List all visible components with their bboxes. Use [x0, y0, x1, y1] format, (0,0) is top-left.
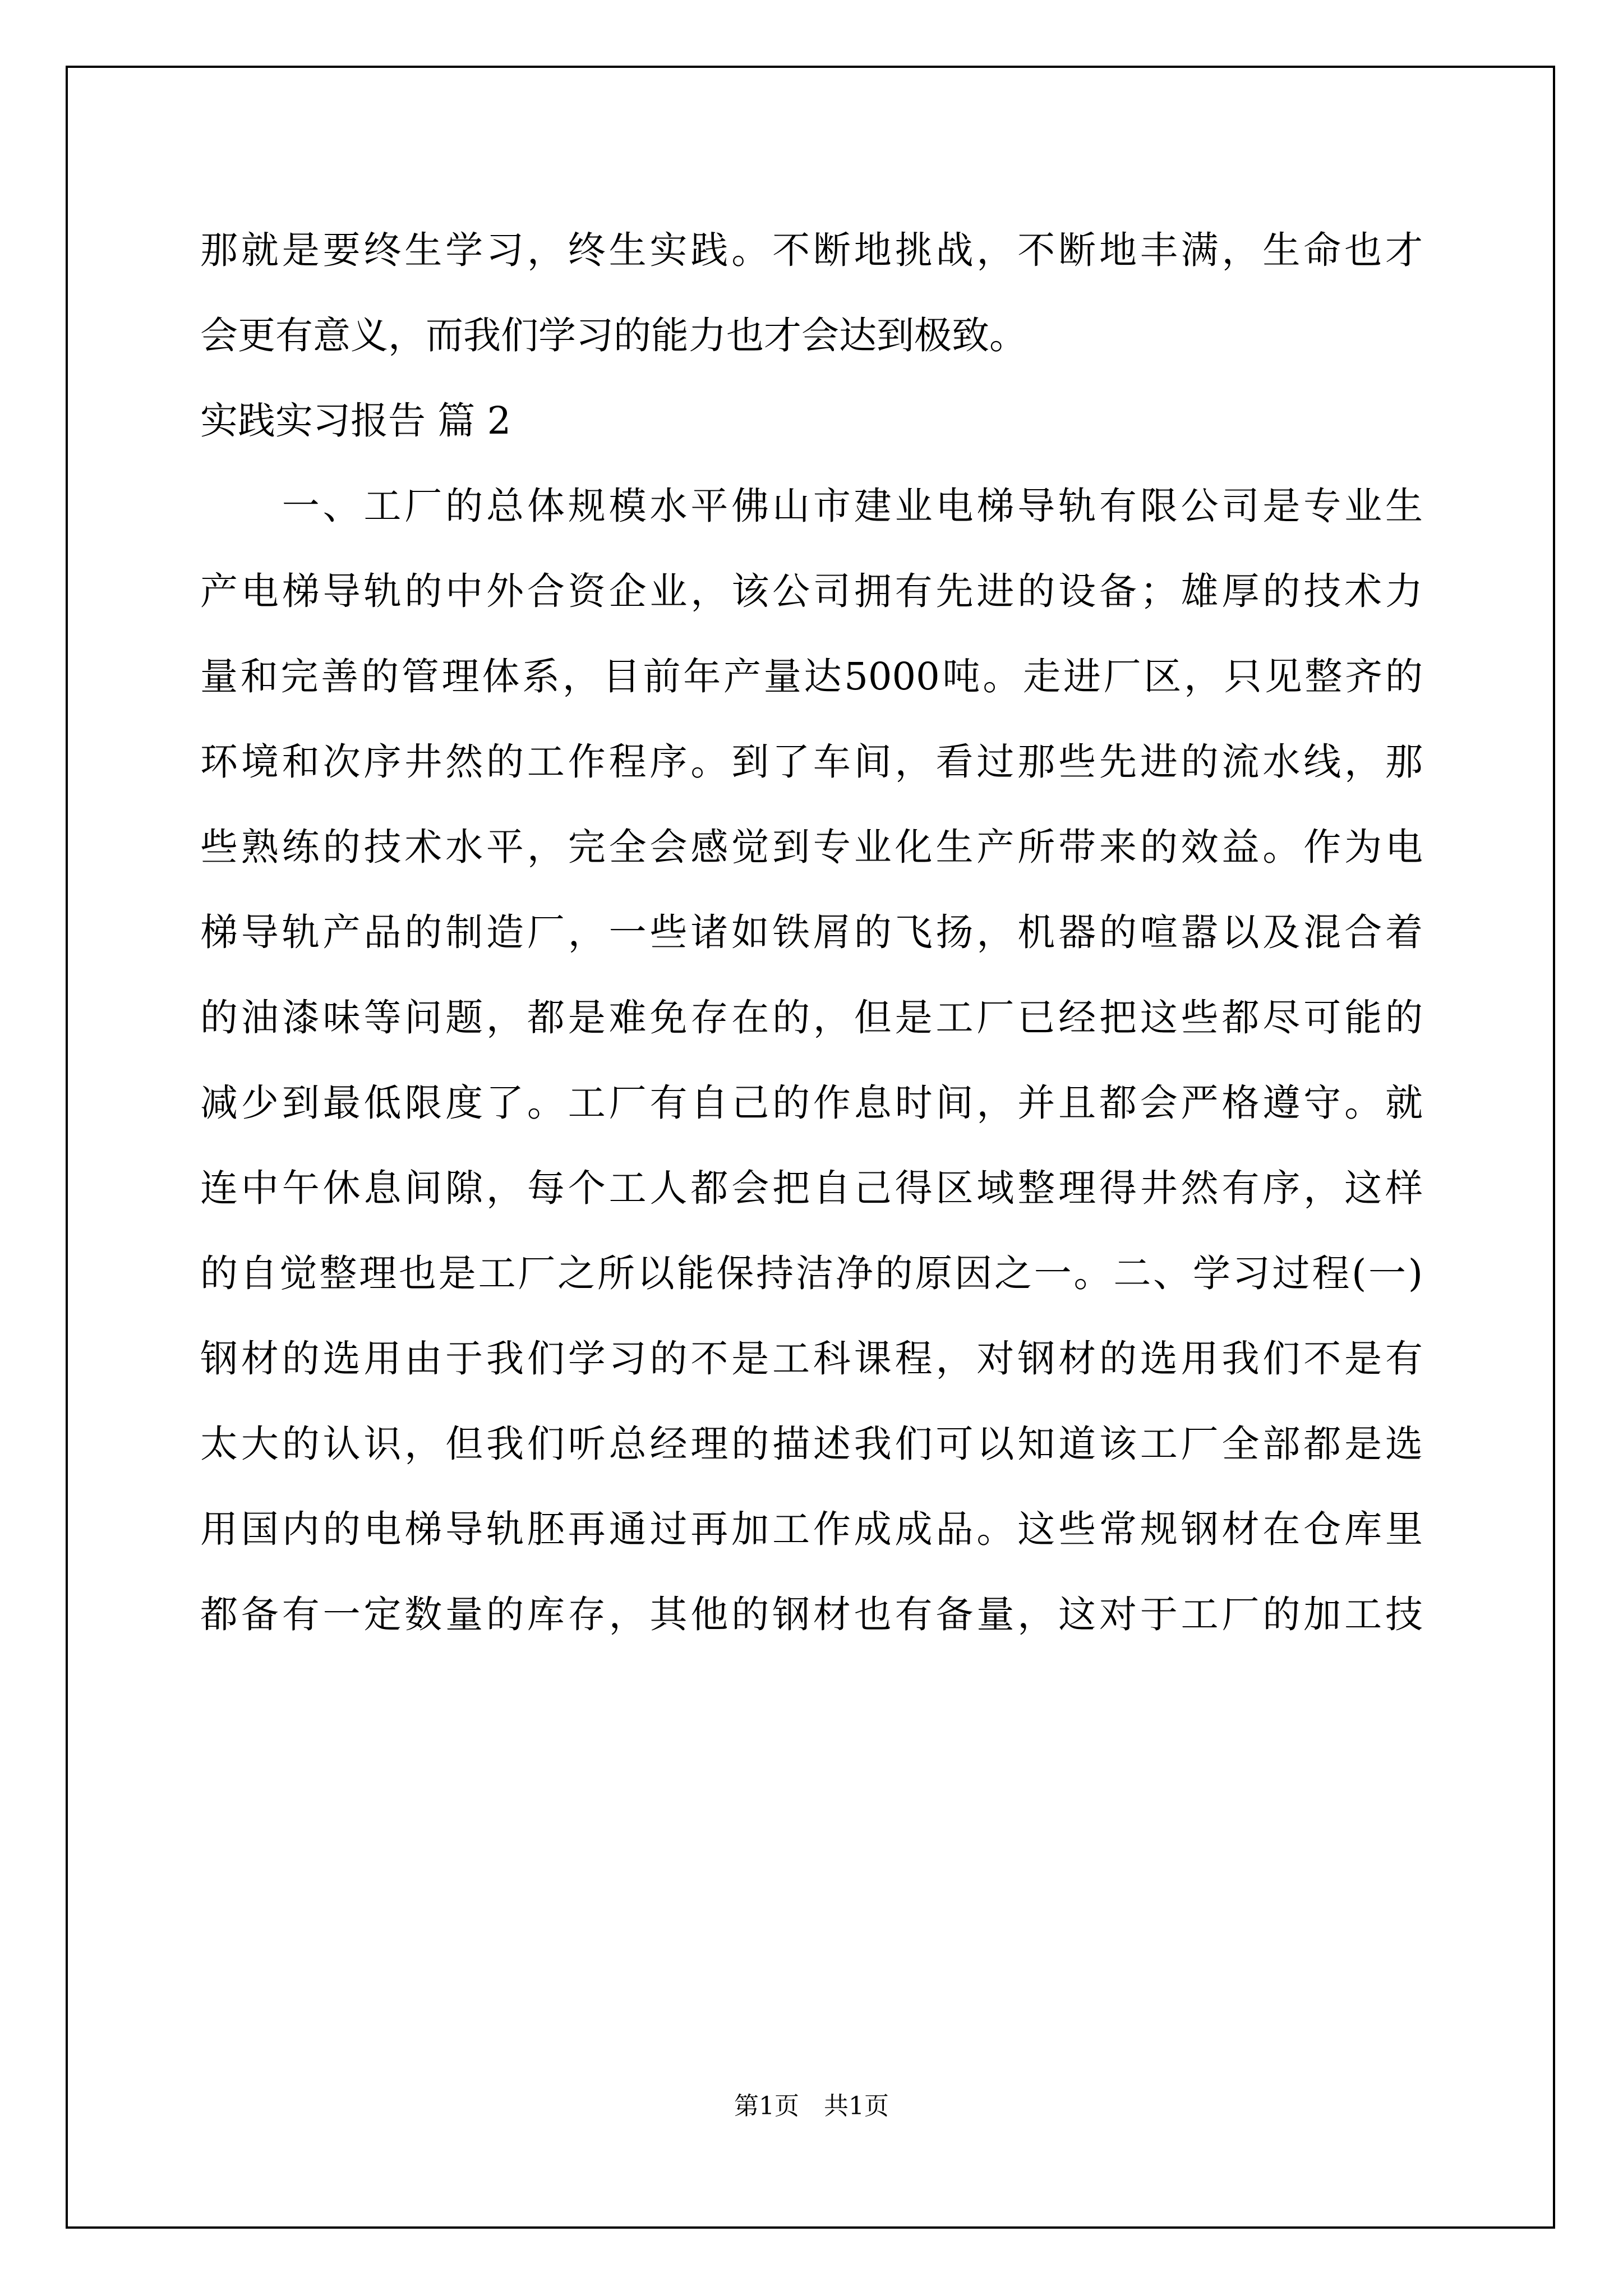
text-line: 产电梯导轨的中外合资企业，该公司拥有先进的设备；雄厚的技术力: [200, 569, 1423, 613]
text-line: 会更有意义，而我们学习的能力也才会达到极致。: [200, 314, 1027, 357]
text-line: 太大的认识，但我们听总经理的描述我们可以知道该工厂全部都是选: [200, 1422, 1423, 1466]
text-line: 都备有一定数量的库存，其他的钢材也有备量，这对于工厂的加工技: [200, 1593, 1423, 1636]
text-line: 一、工厂的总体规模水平佛山市建业电梯导轨有限公司是专业生: [200, 484, 1423, 528]
text-line: 的油漆味等问题，都是难免存在的，但是工厂已经把这些都尽可能的: [200, 996, 1423, 1039]
text-line: 连中午休息间隙，每个工人都会把自己得区域整理得井然有序，这样: [200, 1166, 1423, 1210]
text-line: 梯导轨产品的制造厂，一些诸如铁屑的飞扬，机器的喧嚣以及混合着: [200, 910, 1423, 954]
text-line: 用国内的电梯导轨胚再通过再加工作成成品。这些常规钢材在仓库里: [200, 1507, 1423, 1551]
page-footer: 第1页 共1页: [734, 2092, 889, 2120]
text-line: 那就是要终生学习，终生实践。不断地挑战，不断地丰满，生命也才: [200, 228, 1423, 272]
section-heading: 实践实习报告 篇 2: [200, 399, 511, 443]
text-line: 环境和次序井然的工作程序。到了车间，看过那些先进的流水线，那: [200, 740, 1423, 784]
document-body: [200, 208, 1423, 1657]
text-line: 些熟练的技术水平，完全会感觉到专业化生产所带来的效益。作为电: [200, 825, 1423, 869]
text-line: 钢材的选用由于我们学习的不是工科课程，对钢材的选用我们不是有: [200, 1337, 1423, 1381]
text-line: 的自觉整理也是工厂之所以能保持洁净的原因之一。二、学习过程(一): [200, 1251, 1423, 1295]
text-line: 减少到最低限度了。工厂有自己的作息时间，并且都会严格遵守。就: [200, 1081, 1423, 1125]
text-line: 量和完善的管理体系，目前年产量达5000吨。走进厂区，只见整齐的: [200, 655, 1423, 698]
